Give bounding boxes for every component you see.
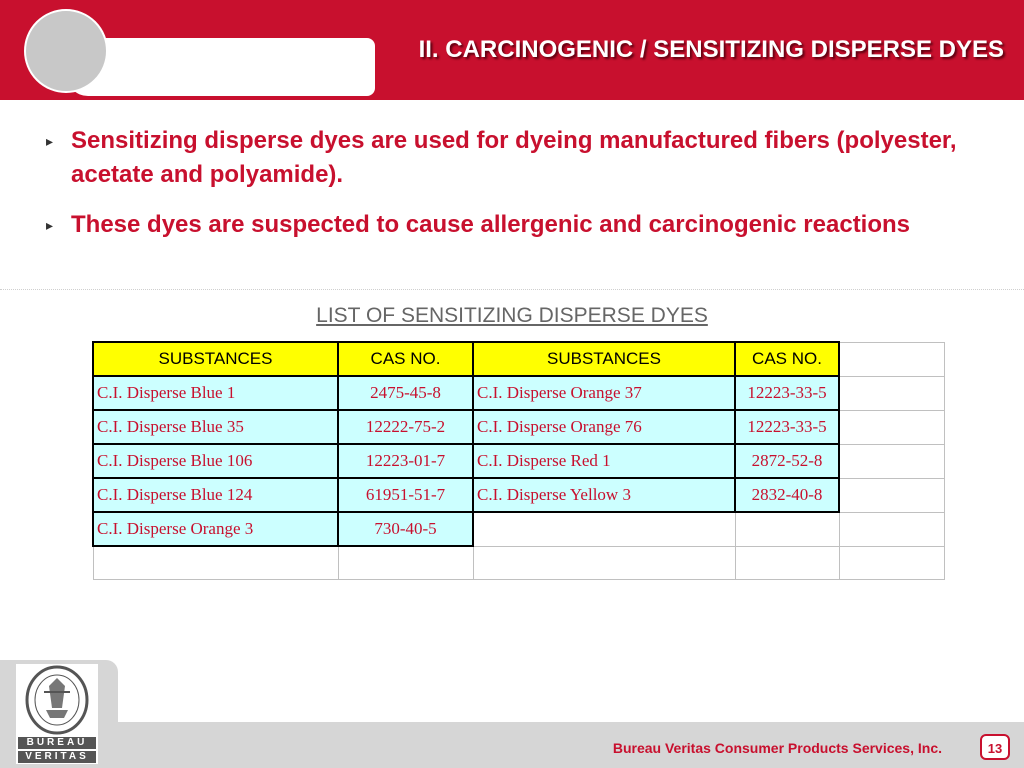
bullet-text: Sensitizing disperse dyes are used for dyeing manufactured fibers (polyester, acetate and polyamide). — [71, 127, 957, 188]
empty-cell — [473, 512, 735, 546]
triangle-bullet-icon: ▸ — [46, 217, 54, 233]
company-name: Bureau Veritas Consumer Products Services, Inc. — [612, 740, 942, 756]
empty-cell — [93, 546, 338, 580]
empty-cell — [473, 546, 735, 580]
table-row — [93, 512, 944, 546]
empty-cell — [839, 410, 944, 444]
header-cell-cas: CAS NO. — [338, 342, 473, 376]
header-white-tab — [66, 38, 375, 96]
empty-cell — [839, 342, 944, 376]
bullet-list — [44, 124, 994, 258]
list-title: LIST OF SENSITIZING DISPERSE DYES — [316, 304, 708, 327]
table-row — [93, 376, 944, 410]
header-circle-decoration — [24, 9, 108, 93]
logo-word-bottom: VERITAS — [18, 751, 96, 763]
empty-cell — [839, 444, 944, 478]
header-cell-cas: CAS NO. — [735, 342, 839, 376]
substance-cell: C.I. Disperse Orange 37 — [473, 376, 735, 410]
cas-cell: 2475-45-8 — [338, 376, 473, 410]
logo-word-top: BUREAU — [18, 737, 96, 749]
table-header-row — [93, 342, 944, 376]
substance-cell: C.I. Disperse Orange 76 — [473, 410, 735, 444]
page-number: 13 — [980, 734, 1010, 760]
substance-cell: C.I. Disperse Yellow 3 — [473, 478, 735, 512]
cas-cell: 730-40-5 — [338, 512, 473, 546]
table-row — [93, 546, 944, 580]
substance-cell: C.I. Disperse Blue 1 — [93, 376, 338, 410]
dyes-table — [92, 341, 945, 580]
cas-cell: 12223-33-5 — [735, 376, 839, 410]
table-row — [93, 410, 944, 444]
bullet-item — [44, 208, 994, 242]
empty-cell — [735, 512, 839, 546]
header-bar — [0, 0, 1024, 100]
empty-cell — [338, 546, 473, 580]
cas-cell: 12222-75-2 — [338, 410, 473, 444]
cas-cell: 2872-52-8 — [735, 444, 839, 478]
bureau-veritas-logo — [16, 664, 98, 764]
cas-cell: 12223-33-5 — [735, 410, 839, 444]
cas-cell: 61951-51-7 — [338, 478, 473, 512]
bullet-text: These dyes are suspected to cause allergenic and carcinogenic reactions — [71, 211, 911, 238]
cas-cell: 12223-01-7 — [338, 444, 473, 478]
triangle-bullet-icon: ▸ — [46, 133, 54, 149]
seal-icon — [16, 664, 98, 738]
empty-cell — [839, 546, 944, 580]
substance-cell: C.I. Disperse Blue 35 — [93, 410, 338, 444]
table-row — [93, 444, 944, 478]
empty-cell — [839, 478, 944, 512]
substance-cell: C.I. Disperse Blue 124 — [93, 478, 338, 512]
header-cell-substances: SUBSTANCES — [473, 342, 735, 376]
slide-title: II. CARCINOGENIC / SENSITIZING DISPERSE DYES — [418, 36, 1004, 63]
empty-cell — [839, 376, 944, 410]
cas-cell: 2832-40-8 — [735, 478, 839, 512]
dotted-separator — [0, 289, 1024, 290]
bullet-item — [44, 124, 994, 192]
substance-cell: C.I. Disperse Orange 3 — [93, 512, 338, 546]
empty-cell — [839, 512, 944, 546]
empty-cell — [735, 546, 839, 580]
substance-cell: C.I. Disperse Blue 106 — [93, 444, 338, 478]
table-row — [93, 478, 944, 512]
header-cell-substances: SUBSTANCES — [93, 342, 338, 376]
substance-cell: C.I. Disperse Red 1 — [473, 444, 735, 478]
